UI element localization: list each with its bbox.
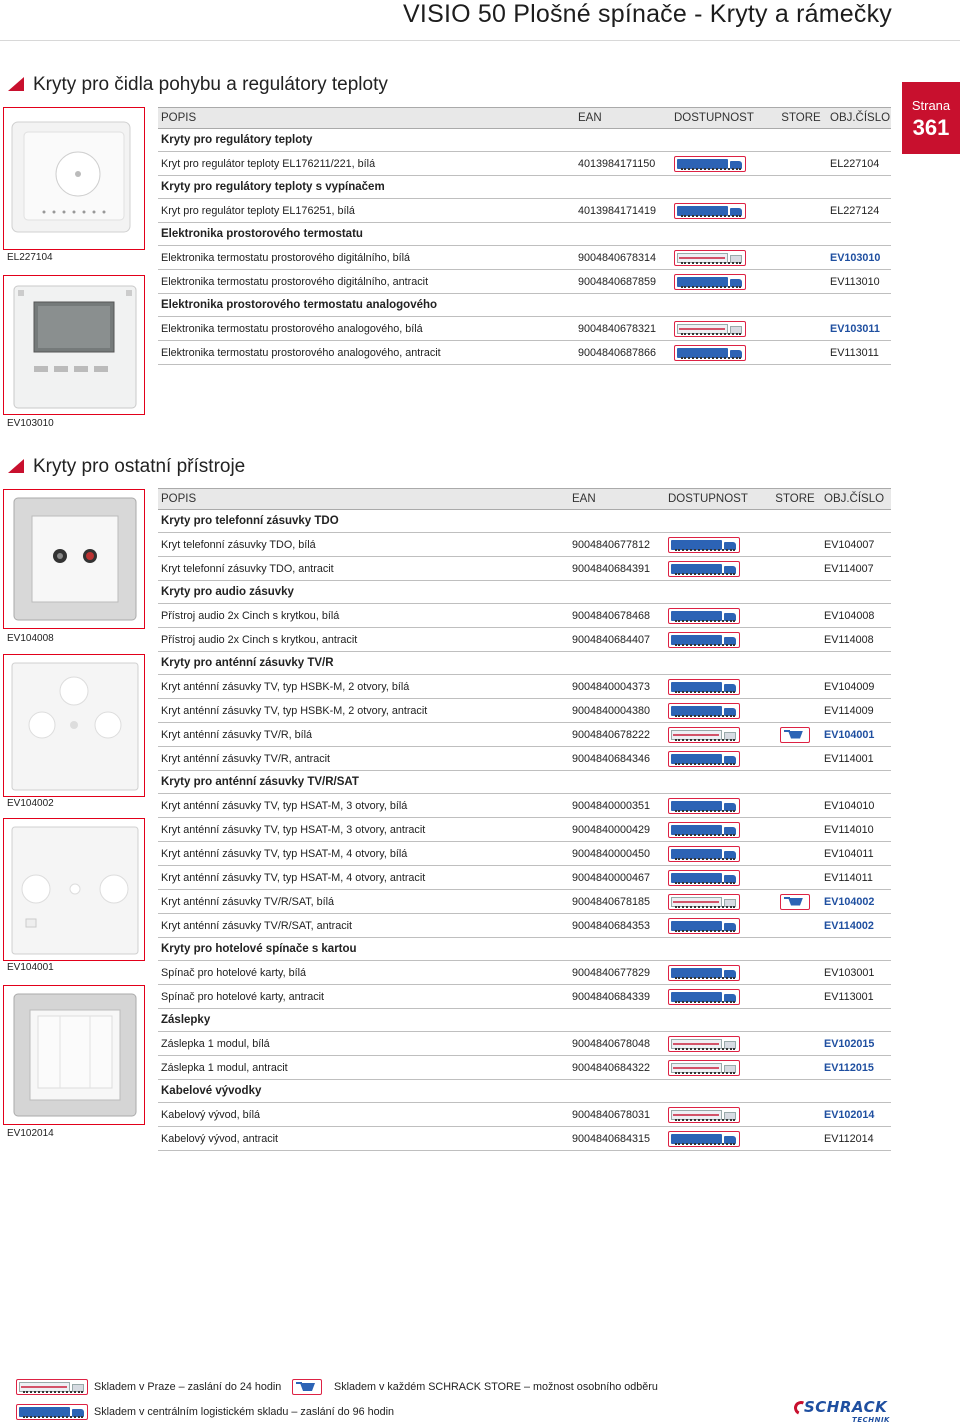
product-ean: 9004840000467 bbox=[572, 871, 651, 884]
order-number: EV113001 bbox=[824, 990, 874, 1003]
truck-blue-icon bbox=[668, 965, 740, 981]
order-number: EV112014 bbox=[824, 1132, 874, 1145]
order-number: EV103011 bbox=[830, 322, 880, 335]
category-heading bbox=[158, 129, 891, 152]
table-row bbox=[158, 1103, 891, 1127]
order-number: EV104002 bbox=[824, 895, 875, 908]
category-title: Kabelové vývodky bbox=[161, 1085, 262, 1097]
table-row bbox=[158, 699, 891, 723]
product-description: Kryt anténní zásuvky TV/R, antracit bbox=[161, 752, 331, 765]
truck-blue-icon bbox=[668, 703, 740, 719]
category-heading bbox=[158, 1080, 891, 1103]
table-row bbox=[158, 604, 891, 628]
truck-white-icon bbox=[674, 250, 746, 266]
table-row bbox=[158, 341, 891, 365]
page-title: VISIO 50 Plošné spínače - Kryty a rámečky bbox=[403, 0, 892, 28]
header-store: STORE bbox=[775, 493, 815, 505]
category-heading bbox=[158, 223, 891, 246]
truck-white-icon bbox=[668, 1036, 740, 1052]
product-ean: 9004840678048 bbox=[572, 1037, 651, 1050]
product-description: Kryt anténní zásuvky TV/R/SAT, bílá bbox=[161, 895, 335, 908]
truck-blue-icon bbox=[668, 798, 740, 814]
tv-r-sat-cover-illustration bbox=[4, 819, 145, 961]
availability-cell bbox=[668, 679, 766, 695]
truck-blue-icon bbox=[668, 1131, 740, 1147]
availability-cell bbox=[668, 918, 766, 934]
shopping-cart-icon bbox=[292, 1379, 322, 1395]
product-ean: 4013984171150 bbox=[578, 157, 656, 170]
product-ean: 9004840678222 bbox=[572, 728, 651, 741]
header-ean: EAN bbox=[578, 112, 602, 124]
product-description: Kabelový vývod, bílá bbox=[161, 1108, 261, 1121]
order-number: EV114010 bbox=[824, 823, 874, 836]
table-row bbox=[158, 794, 891, 818]
table-row bbox=[158, 866, 891, 890]
truck-blue-icon bbox=[668, 870, 740, 886]
truck-blue-icon bbox=[668, 608, 740, 624]
availability-cell bbox=[668, 989, 766, 1005]
truck-blue-icon bbox=[668, 679, 740, 695]
product-description: Kryt anténní zásuvky TV, typ HSAT-M, 4 otvory, bílá bbox=[161, 847, 408, 860]
product-description: Přístroj audio 2x Cinch s krytkou, antracit bbox=[161, 633, 358, 646]
category-title: Kryty pro regulátory teploty s vypínačem bbox=[161, 181, 385, 193]
order-number: EV104001 bbox=[824, 728, 875, 741]
product-ean: 9004840678468 bbox=[572, 609, 651, 622]
table-row bbox=[158, 152, 891, 176]
order-number: EV104011 bbox=[824, 847, 874, 860]
product-description: Záslepka 1 modul, bílá bbox=[161, 1037, 270, 1050]
table-row bbox=[158, 533, 891, 557]
header-store: STORE bbox=[781, 112, 821, 124]
product-image-cable-outlet bbox=[3, 985, 145, 1125]
logo-subtext: TECHNIK bbox=[852, 1416, 890, 1424]
availability-cell bbox=[668, 537, 766, 553]
product-description: Spínač pro hotelové karty, bílá bbox=[161, 966, 307, 979]
product-ean: 9004840684322 bbox=[572, 1061, 651, 1074]
availability-cell bbox=[668, 608, 766, 624]
availability-cell bbox=[674, 274, 772, 290]
image-label: EL227104 bbox=[7, 252, 53, 263]
cable-outlet-illustration bbox=[4, 986, 145, 1125]
product-ean: 9004840004380 bbox=[572, 704, 651, 717]
category-title: Kryty pro hotelové spínače s kartou bbox=[161, 943, 357, 955]
truck-white-icon bbox=[668, 727, 740, 743]
page-number: 361 bbox=[912, 115, 950, 140]
product-description: Kryt pro regulátor teploty EL176211/221, bílá bbox=[161, 157, 376, 170]
order-number: EV112015 bbox=[824, 1061, 874, 1074]
category-heading bbox=[158, 771, 891, 794]
legend-store-text: Skladem v každém SCHRACK STORE – možnost osobního odběru bbox=[334, 1381, 658, 1393]
page-number-badge bbox=[902, 82, 960, 154]
order-number: EV113010 bbox=[830, 275, 880, 288]
header-dostupnost: DOSTUPNOST bbox=[668, 493, 748, 505]
table-row bbox=[158, 1056, 891, 1080]
section-title-text: Kryty pro čidla pohybu a regulátory teploty bbox=[33, 74, 388, 95]
product-ean: 9004840000429 bbox=[572, 823, 651, 836]
category-title: Kryty pro anténní zásuvky TV/R bbox=[161, 657, 334, 669]
category-heading bbox=[158, 581, 891, 604]
product-description: Kryt anténní zásuvky TV, typ HSBK-M, 2 otvory, antracit bbox=[161, 704, 428, 717]
truck-white-icon bbox=[668, 1107, 740, 1123]
availability-cell bbox=[668, 1060, 766, 1076]
header-popis: POPIS bbox=[161, 493, 197, 505]
product-image-thermostat-cover bbox=[3, 107, 145, 250]
availability-cell bbox=[674, 345, 772, 361]
truck-blue-icon bbox=[16, 1404, 88, 1420]
table-row bbox=[158, 985, 891, 1009]
truck-blue-icon bbox=[668, 537, 740, 553]
store-cell bbox=[766, 727, 824, 743]
table-row bbox=[158, 270, 891, 294]
availability-cell bbox=[668, 632, 766, 648]
category-heading bbox=[158, 652, 891, 675]
product-ean: 9004840678314 bbox=[578, 251, 657, 264]
header-ean: EAN bbox=[572, 493, 596, 505]
legend-praha-text: Skladem v Praze – zaslání do 24 hodin bbox=[94, 1381, 282, 1393]
table-row bbox=[158, 199, 891, 223]
truck-white-icon bbox=[668, 1060, 740, 1076]
category-title: Záslepky bbox=[161, 1014, 211, 1026]
category-title: Kryty pro telefonní zásuvky TDO bbox=[161, 515, 339, 527]
legend-store bbox=[292, 1379, 658, 1395]
truck-blue-icon bbox=[668, 561, 740, 577]
header-dostupnost: DOSTUPNOST bbox=[674, 112, 754, 124]
product-ean: 9004840684346 bbox=[572, 752, 651, 765]
product-ean: 9004840684353 bbox=[572, 919, 651, 932]
product-ean: 9004840004373 bbox=[572, 680, 651, 693]
availability-cell bbox=[668, 1036, 766, 1052]
shopping-cart-icon bbox=[780, 727, 810, 743]
product-description: Kryt anténní zásuvky TV, typ HSAT-M, 3 otvory, bílá bbox=[161, 799, 408, 812]
order-number: EV114007 bbox=[824, 562, 874, 575]
section-title-sensors bbox=[8, 74, 388, 96]
product-ean: 9004840678321 bbox=[578, 322, 657, 335]
availability-cell bbox=[668, 1131, 766, 1147]
product-description: Spínač pro hotelové karty, antracit bbox=[161, 990, 325, 1003]
product-ean: 9004840678031 bbox=[572, 1108, 651, 1121]
table-row bbox=[158, 628, 891, 652]
product-description: Kryt anténní zásuvky TV/R/SAT, antracit bbox=[161, 919, 353, 932]
product-ean: 9004840684407 bbox=[572, 633, 651, 646]
image-label: EV104001 bbox=[7, 962, 54, 973]
category-title: Kryty pro anténní zásuvky TV/R/SAT bbox=[161, 776, 359, 788]
product-description: Kryt telefonní zásuvky TDO, bílá bbox=[161, 538, 316, 551]
order-number: EV104009 bbox=[824, 680, 875, 693]
section-marker-icon bbox=[8, 459, 24, 473]
availability-cell bbox=[668, 751, 766, 767]
availability-cell bbox=[674, 156, 772, 172]
truck-blue-icon bbox=[674, 156, 746, 172]
availability-cell bbox=[668, 561, 766, 577]
category-title: Elektronika prostorového termostatu bbox=[161, 228, 363, 240]
store-cell bbox=[766, 894, 824, 910]
table-row bbox=[158, 818, 891, 842]
order-number: EV114002 bbox=[824, 919, 874, 932]
truck-white-icon bbox=[16, 1379, 88, 1395]
table-row bbox=[158, 747, 891, 771]
availability-cell bbox=[674, 203, 772, 219]
section-title-text: Kryty pro ostatní přístroje bbox=[33, 456, 246, 477]
table-row bbox=[158, 914, 891, 938]
order-number: EV114001 bbox=[824, 752, 874, 765]
product-description: Kabelový vývod, antracit bbox=[161, 1132, 279, 1145]
product-ean: 9004840687866 bbox=[578, 346, 657, 359]
product-description: Kryt anténní zásuvky TV, typ HSBK-M, 2 otvory, bílá bbox=[161, 680, 410, 693]
product-description: Kryt telefonní zásuvky TDO, antracit bbox=[161, 562, 334, 575]
header-popis: POPIS bbox=[161, 112, 197, 124]
product-table-sensors bbox=[158, 107, 891, 365]
category-title: Kryty pro regulátory teploty bbox=[161, 134, 313, 146]
order-number: EV104007 bbox=[824, 538, 875, 551]
availability-cell bbox=[668, 894, 766, 910]
section-marker-icon bbox=[8, 77, 24, 91]
truck-blue-icon bbox=[668, 822, 740, 838]
product-description: Kryt anténní zásuvky TV, typ HSAT-M, 3 otvory, antracit bbox=[161, 823, 426, 836]
legend-central-text: Skladem v centrálním logistickém skladu – zaslání do 96 hodin bbox=[94, 1406, 395, 1418]
truck-blue-icon bbox=[674, 274, 746, 290]
logo-text: SCHRACK bbox=[804, 1398, 888, 1416]
product-description: Záslepka 1 modul, antracit bbox=[161, 1061, 288, 1074]
product-ean: 9004840000450 bbox=[572, 847, 651, 860]
category-title: Elektronika prostorového termostatu analogového bbox=[161, 299, 438, 311]
category-heading bbox=[158, 1009, 891, 1032]
table-row bbox=[158, 1127, 891, 1151]
table-row bbox=[158, 961, 891, 985]
availability-cell bbox=[674, 321, 772, 337]
table-header bbox=[158, 107, 891, 129]
availability-cell bbox=[668, 798, 766, 814]
legend-praha bbox=[16, 1379, 281, 1395]
product-image-audio-socket bbox=[3, 489, 145, 629]
product-description: Elektronika termostatu prostorového analogového, antracit bbox=[161, 346, 441, 359]
order-number: EL227124 bbox=[830, 204, 880, 217]
legend-central bbox=[16, 1404, 394, 1420]
category-heading bbox=[158, 294, 891, 317]
product-ean: 9004840677812 bbox=[572, 538, 651, 551]
truck-blue-icon bbox=[668, 632, 740, 648]
digital-thermostat-illustration bbox=[4, 276, 145, 415]
product-description: Kryt anténní zásuvky TV/R, bílá bbox=[161, 728, 313, 741]
order-number: EL227104 bbox=[830, 157, 880, 170]
order-number: EV102015 bbox=[824, 1037, 875, 1050]
product-description: Kryt pro regulátor teploty EL176251, bílá bbox=[161, 204, 355, 217]
product-description: Elektronika termostatu prostorového digitálního, antracit bbox=[161, 275, 429, 288]
order-number: EV104008 bbox=[824, 609, 875, 622]
product-image-tv-r-cover bbox=[3, 654, 145, 797]
thermostat-cover-illustration bbox=[4, 108, 145, 250]
image-label: EV102014 bbox=[7, 1128, 54, 1139]
availability-cell bbox=[668, 846, 766, 862]
truck-blue-icon bbox=[668, 751, 740, 767]
tv-r-cover-illustration bbox=[4, 655, 145, 797]
table-header bbox=[158, 488, 891, 510]
table-row bbox=[158, 246, 891, 270]
product-description: Elektronika termostatu prostorového digitálního, bílá bbox=[161, 251, 411, 264]
header-obj-cislo: OBJ.ČÍSLO bbox=[824, 493, 885, 505]
product-description: Kryt anténní zásuvky TV, typ HSAT-M, 4 otvory, antracit bbox=[161, 871, 426, 884]
shopping-cart-icon bbox=[780, 894, 810, 910]
product-ean: 4013984171419 bbox=[578, 204, 657, 217]
table-row bbox=[158, 675, 891, 699]
order-number: EV114011 bbox=[824, 871, 873, 884]
order-number: EV103001 bbox=[824, 966, 875, 979]
table-row bbox=[158, 317, 891, 341]
category-heading bbox=[158, 510, 891, 533]
truck-white-icon bbox=[668, 894, 740, 910]
truck-blue-icon bbox=[668, 846, 740, 862]
truck-blue-icon bbox=[674, 203, 746, 219]
order-number: EV104010 bbox=[824, 799, 875, 812]
order-number: EV113011 bbox=[830, 346, 879, 359]
product-ean: 9004840684315 bbox=[572, 1132, 651, 1145]
product-description: Přístroj audio 2x Cinch s krytkou, bílá bbox=[161, 609, 340, 622]
truck-blue-icon bbox=[668, 989, 740, 1005]
product-image-digital-thermostat bbox=[3, 275, 145, 415]
order-number: EV114009 bbox=[824, 704, 874, 717]
image-label: EV104008 bbox=[7, 633, 54, 644]
category-heading bbox=[158, 938, 891, 961]
product-table-other bbox=[158, 488, 891, 1151]
category-heading bbox=[158, 176, 891, 199]
availability-cell bbox=[668, 1107, 766, 1123]
availability-cell bbox=[668, 727, 766, 743]
availability-cell bbox=[668, 703, 766, 719]
product-ean: 9004840678185 bbox=[572, 895, 651, 908]
table-row bbox=[158, 842, 891, 866]
product-ean: 9004840000351 bbox=[572, 799, 651, 812]
product-ean: 9004840684391 bbox=[572, 562, 651, 575]
table-row bbox=[158, 890, 891, 914]
image-label: EV104002 bbox=[7, 798, 54, 809]
section-title-other bbox=[8, 456, 245, 478]
header-rule bbox=[0, 40, 960, 41]
category-title: Kryty pro audio zásuvky bbox=[161, 586, 294, 598]
schrack-logo bbox=[804, 1398, 892, 1424]
product-ean: 9004840677829 bbox=[572, 966, 651, 979]
order-number: EV114008 bbox=[824, 633, 874, 646]
table-row bbox=[158, 1032, 891, 1056]
truck-blue-icon bbox=[674, 345, 746, 361]
product-ean: 9004840687859 bbox=[578, 275, 657, 288]
truck-white-icon bbox=[674, 321, 746, 337]
availability-cell bbox=[668, 870, 766, 886]
table-row bbox=[158, 723, 891, 747]
order-number: EV102014 bbox=[824, 1108, 875, 1121]
product-description: Elektronika termostatu prostorového analogového, bílá bbox=[161, 322, 423, 335]
header-obj-cislo: OBJ.ČÍSLO bbox=[830, 112, 891, 124]
product-image-tv-r-sat-cover bbox=[3, 818, 145, 961]
table-row bbox=[158, 557, 891, 581]
truck-blue-icon bbox=[668, 918, 740, 934]
availability-cell bbox=[668, 822, 766, 838]
availability-cell bbox=[674, 250, 772, 266]
availability-cell bbox=[668, 965, 766, 981]
audio-socket-illustration bbox=[4, 490, 145, 629]
image-label: EV103010 bbox=[7, 418, 54, 429]
product-ean: 9004840684339 bbox=[572, 990, 651, 1003]
page-label: Strana bbox=[911, 98, 951, 113]
order-number: EV103010 bbox=[830, 251, 881, 264]
